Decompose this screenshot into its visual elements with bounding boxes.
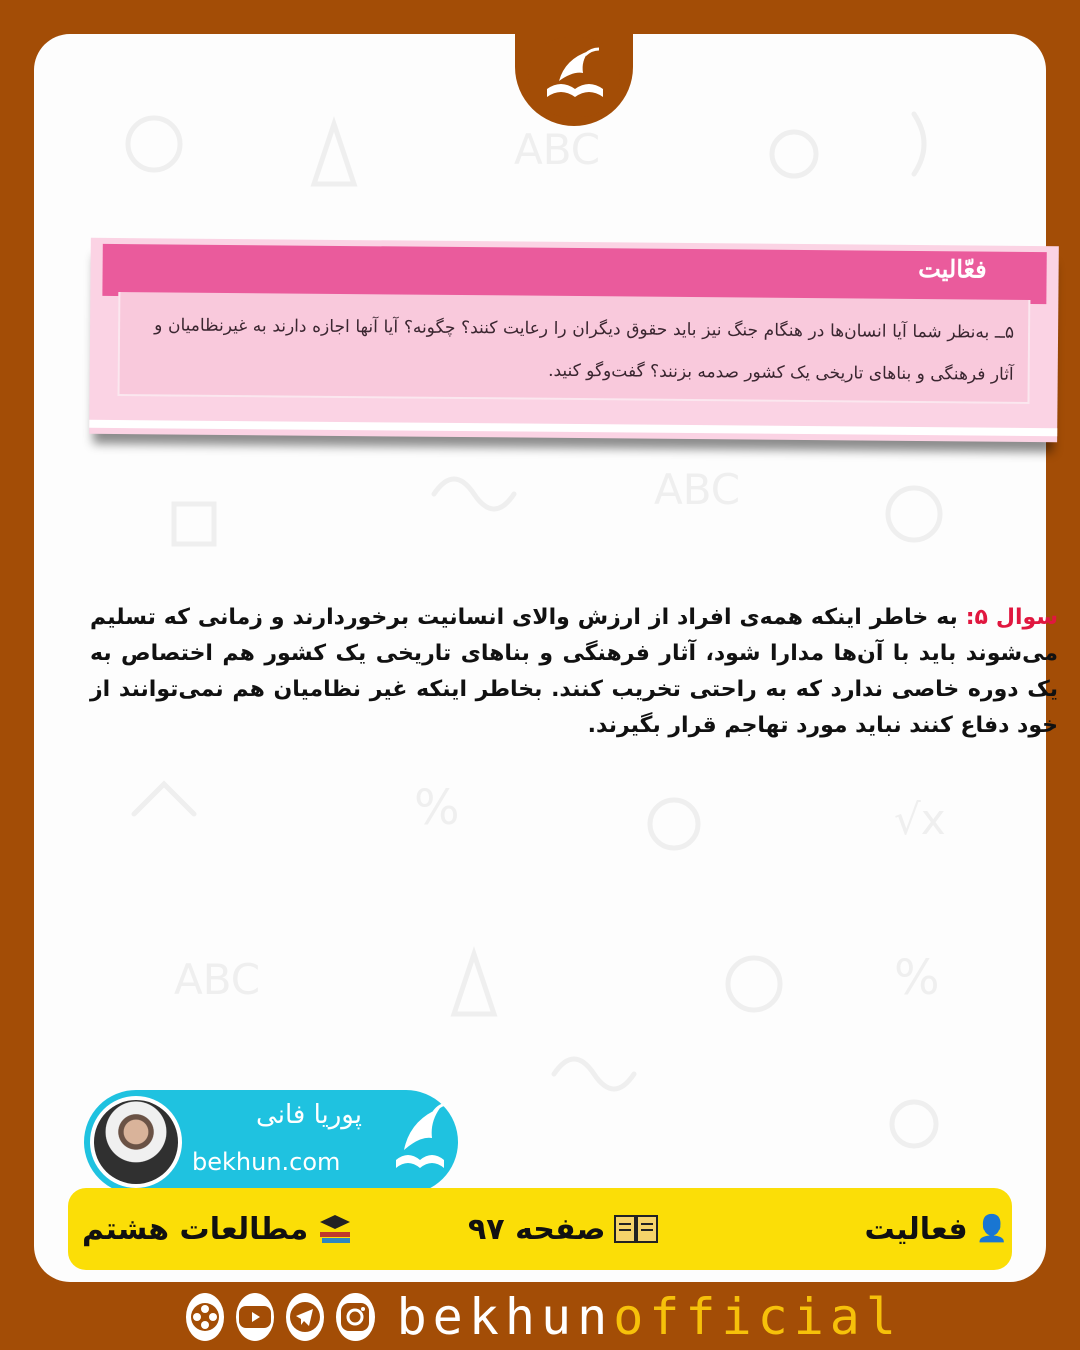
answer-text: به خاطر اینکه همه‌ی افراد از ارزش والای انسانیت برخوردارند و زمانی که تسلیم می‌شوند باید با آن‌ها مدارا شود، آثار فرهنگی و بناهای تاریخی یک کشور هم اختصاص به یک دوره خاصی ندارد که به راحتی تخریب کنند. بخاطر اینکه غیر نظامیان هم نمی‌توانند از خود دفاع کنند نباید مورد تهاجم قرار بگیرند. [90, 605, 1058, 738]
svg-text:%: % [414, 780, 460, 836]
info-subject [82, 1188, 354, 1270]
author-site[interactable]: bekhun.com [192, 1148, 341, 1176]
content-card [34, 34, 1058, 1282]
textbook-header-title: فعّالیت [918, 254, 987, 284]
info-page [468, 1188, 659, 1270]
textbook-excerpt [89, 238, 1059, 442]
aparat-icon[interactable] [186, 1293, 224, 1341]
books-cap-icon [316, 1212, 354, 1246]
info-page-label: صفحه ۹۷ [468, 1211, 606, 1247]
info-section [865, 1188, 1009, 1270]
textbook-question-text: ۵ــ به‌نظر شما آیا انسان‌ها در هنگام جنگ نیز باید حقوق دیگران را رعایت کنند؟ چگونه؟ آیا آنها اجازه دارند به غیرنظامیان و آثار فرهنگی و بناهای تاریخی یک کشور صدمه بزنند؟ گفت‌وگو کنید. [154, 315, 1015, 385]
brand-handle [397, 1290, 902, 1344]
youtube-icon[interactable] [236, 1293, 274, 1341]
svg-text:√x: √x [894, 795, 946, 844]
info-subject-label: مطالعات هشتم [82, 1211, 309, 1247]
info-section-label: فعالیت [864, 1211, 968, 1247]
author-pill [84, 1090, 458, 1194]
svg-text:%: % [894, 950, 940, 1006]
answer-label: سوال ۵: [965, 605, 1058, 630]
svg-text:ABC: ABC [514, 125, 601, 174]
avatar [90, 1096, 182, 1188]
info-bar [68, 1188, 1012, 1270]
brand-part-1: bekhun [396, 1288, 614, 1346]
answer-paragraph [90, 600, 1058, 744]
brand-part-2: official [613, 1288, 903, 1346]
svg-text:ABC: ABC [654, 465, 741, 514]
teacher-icon: 👤 [975, 1214, 1008, 1244]
author-name: پوریا فانی [256, 1100, 362, 1130]
textbook-bottom-rule [89, 420, 1057, 436]
open-book-icon [613, 1212, 659, 1246]
bekhun-logo-icon [390, 1100, 452, 1184]
bekhun-logo-icon [539, 45, 609, 109]
svg-text:ABC: ABC [174, 955, 261, 1004]
instagram-icon[interactable] [336, 1293, 374, 1341]
social-footer [186, 1290, 902, 1344]
telegram-icon[interactable] [286, 1293, 324, 1341]
